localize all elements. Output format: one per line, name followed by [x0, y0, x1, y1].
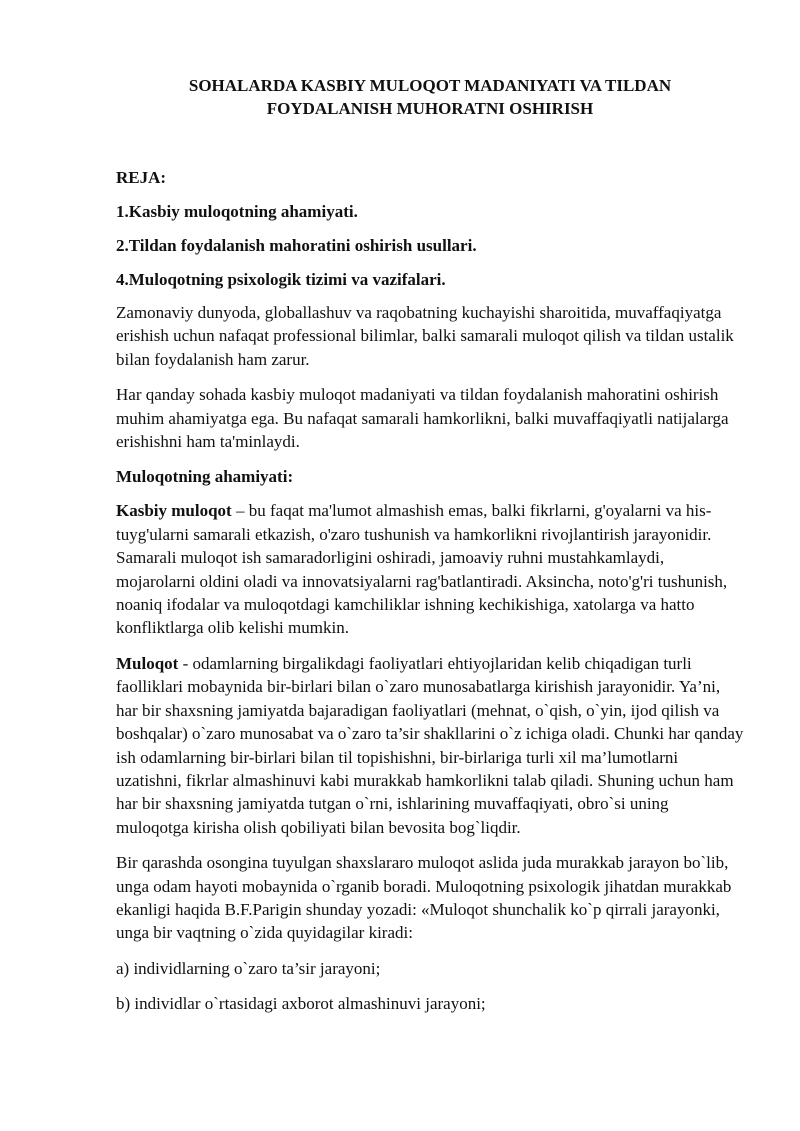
kasbiy-text: – bu faqat ma'lumot almashish emas, balki fikrlarni, g'oyalarni va his-tuyg'ularni samarali etkazish, o'zaro tushunish va hamkorlikni rivojlantirish jarayonidir. Samarali muloqot ish samaradorligini oshiradi, jamoaviy ruhni mustahkamlaydi, mojarolarni oldini oladi va innovatsiyalarni rag'batlantiradi. Aksincha, noto'g'ri tushunish, noaniq ifodalar va muloqotdagi kamchiliklar ishning kechikishiga, xatolarga va hatto konfliktlarga olib kelishi mumkin. [116, 501, 728, 638]
plan-item-3: 4.Muloqotning psixologik tizimi va vazifalari. [116, 270, 446, 289]
title-line-2: FOYDALANISH MUHORATNI OSHIRISH [266, 99, 594, 118]
document-title [116, 74, 744, 120]
plan-item-2: 2.Tildan foydalanish mahoratini oshirish usullari. [116, 236, 477, 255]
document-page [116, 74, 744, 1028]
plan-item-1: 1.Kasbiy muloqotning ahamiyati. [116, 202, 358, 221]
list-item-b: b) individlar o`rtasidagi axborot almashinuvi jarayoni; [116, 994, 486, 1014]
muloqot-text: - odamlarning birgalikdagi faoliyatlari ehtiyojlaridan kelib chiqadigan turli faolliklari mobaynida bir-birlari bilan o`zaro munosabatlarga kirishish jarayonidir. Ya’ni, har bir shaxsning jamiyatda bajaradigan faoliyatlari (mehnat, o`qish, o`yin, ijod qilish va boshqalar) o`zaro munosabat va o`zaro ta’sir shakllarini o`z ichiga oladi. Chunki har qanday ish odamlarning bir-birlari bilan til topishishni, bir-birlariga turli xil ma’lumotlarni uzatishni, fikrlar almashinuvi kabi murakkab hamkorlikni talab qiladi. Shuning uchun ham har bir shaxsning jamiyatda tutgan o`rni, ishlarining muvaffaqiyati, obro`si uning muloqotga kirisha olish qobiliyati bilan bevosita bog`liqdir. [116, 653, 744, 837]
second-paragraph: Har qanday sohada kasbiy muloqot madaniyati va tildan foydalanish mahoratini oshirish muhim ahamiyatga ega. Bu nafaqat samarali hamkorlikni, balki muvaffaqiyatli natijalarga erishishni ham ta'minlaydi. [116, 385, 729, 452]
intro-paragraph: Zamonaviy dunyoda, globallashuv va raqobatning kuchayishi sharoitida, muvaffaqiyatga erishish uchun nafaqat professional bilimlar, balki samarali muloqot qilish va tildan ustalik bilan foydalanish ham zarur. [116, 303, 734, 369]
muloqot-paragraph [116, 652, 744, 839]
muloqot-term: Muloqot [116, 653, 179, 673]
parigin-paragraph: Bir qarashda osongina tuyulgan shaxslararo muloqot aslida juda murakkab jarayon bo`lib, unga odam hayoti mobaynida o`rganib boradi. Muloqotning psixologik jihatdan murakkab ekanligi haqida B.F.Parigin shunday yozadi: «Muloqot shunchalik ko`p qirrali jarayonki, unga bir vaqtning o`zida quyidagilar kiradi: [116, 853, 732, 943]
section-heading: Muloqotning ahamiyati: [116, 467, 294, 487]
plan-heading: REJA: [116, 168, 167, 187]
title-line-1: SOHALARDA KASBIY MULOQOT MADANIYATI VA TILDAN [188, 76, 672, 95]
list-item-a: a) individlarning o`zaro ta’sir jarayoni; [116, 958, 381, 978]
kasbiy-term: Kasbiy muloqot [116, 501, 232, 521]
kasbiy-paragraph [116, 499, 744, 639]
